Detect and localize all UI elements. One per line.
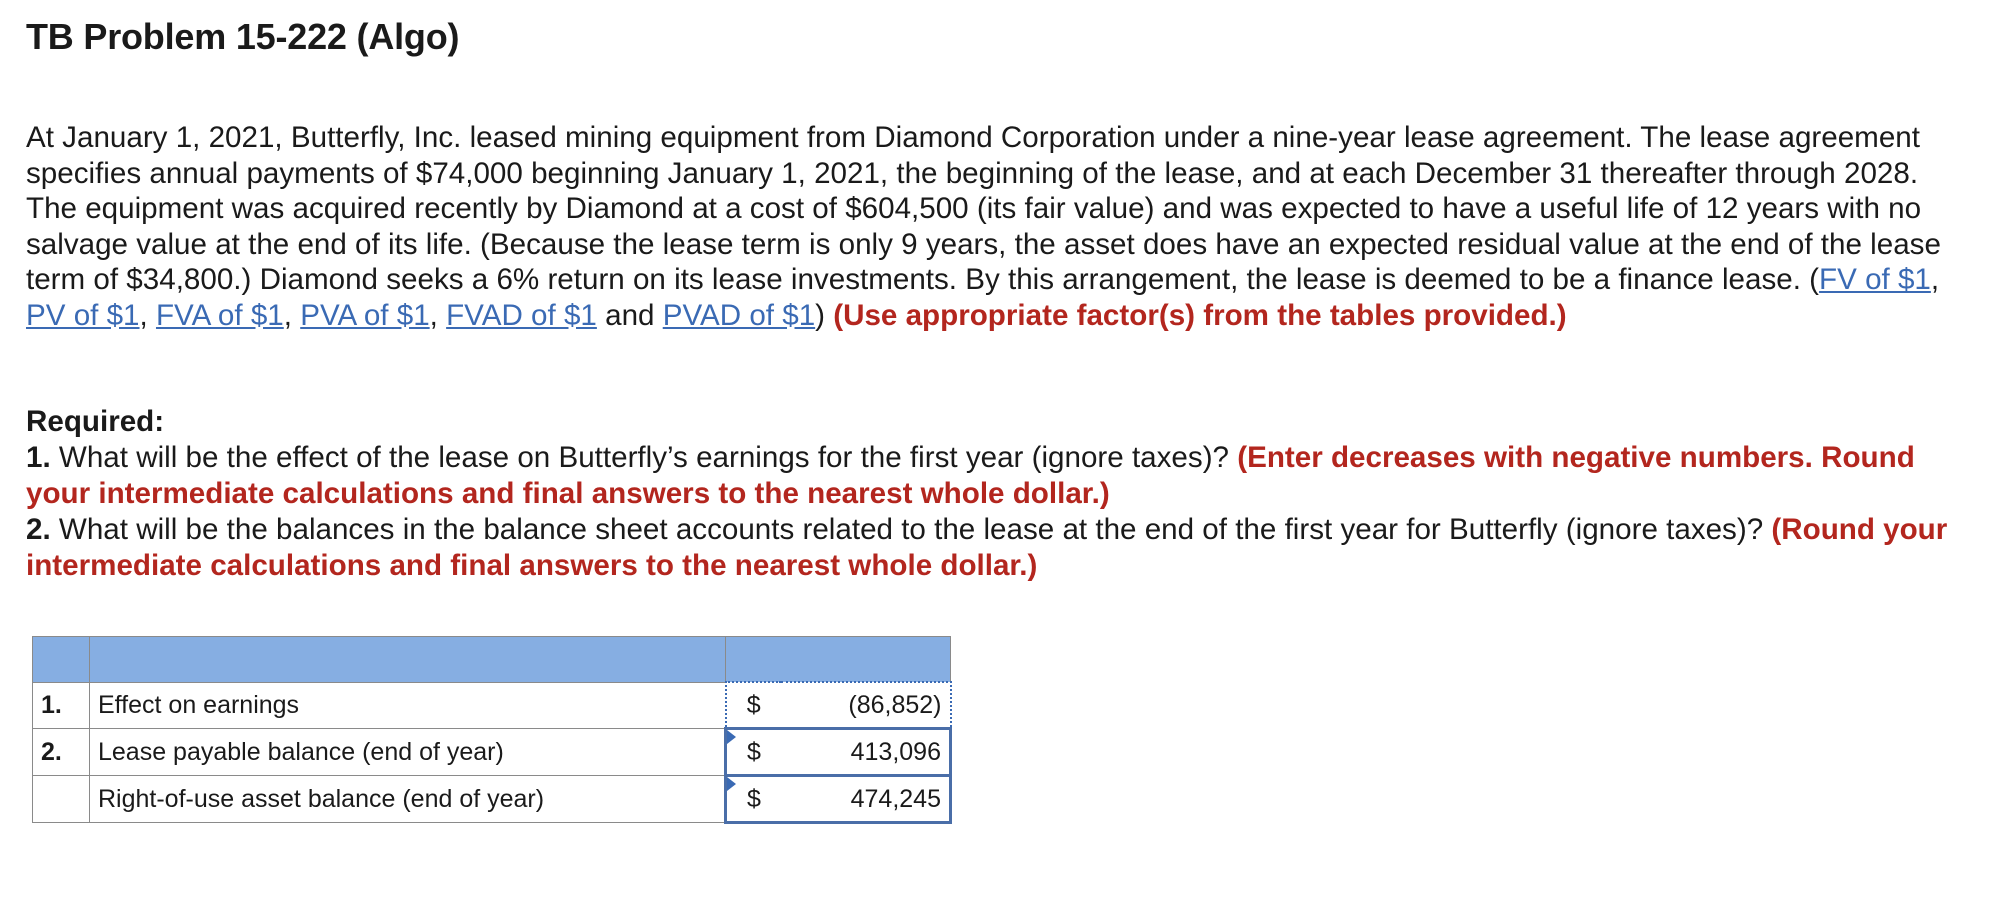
link-pva-of-1[interactable]: PVA of $1	[300, 298, 430, 332]
question-1-instruction: (Enter decreases with negative numbers. Round your intermediate calculations and final answers to the nearest whole dollar.)	[26, 441, 1915, 510]
question-2-instruction: (Round your intermediate calculations and final answers to the nearest whole dollar.)	[26, 513, 1948, 582]
table-row	[33, 776, 951, 823]
problem-title: TB Problem 15-222 (Algo)	[26, 16, 460, 57]
link-pvad-of-1[interactable]: PVAD of $1	[662, 298, 816, 332]
problem-statement: At January 1, 2021, Butterfly, Inc. leased mining equipment from Diamond Corporation under a nine-year lease agreement. The lease agreement specifies annual payments of $74,000 beginning January 1, 2021, the beginning of the lease, and at each December 31 thereafter through 2028. The equipment was acquired recently by Diamond at a cost of $604,500 (its fair value) and was expected to have a useful life of 12 years with no salvage value at the end of its life. (Because the lease term is only 9 years, the asset does have an expected residual value at the end of the lease term of $34,800.) Diamond seeks a 6% return on its lease investments. By this arrangement, the lease is deemed to be a finance lease. (FV of $1, PV of $1, FVA of $1, PVA of $1, FVAD of $1 and PVAD of $1) (Use appropriate factor(s) from the tables provided.)	[26, 121, 1941, 332]
required-section	[26, 404, 1976, 584]
right-of-use-asset-input[interactable]: 474,245	[781, 776, 951, 823]
effect-on-earnings-input[interactable]: (86,852)	[781, 682, 951, 729]
table-header-row	[33, 637, 951, 683]
link-pv-of-1[interactable]: PV of $1	[26, 298, 140, 332]
currency-symbol: $	[726, 729, 782, 776]
link-fva-of-1[interactable]: FVA of $1	[155, 298, 284, 332]
problem-text: At January 1, 2021, Butterfly, Inc. leased mining equipment from Diamond Corporation under a nine-year lease agreement. The lease agreement specifies annual payments of $74,000 beginning January 1, 2021, the beginning of the lease, and at each December 31 thereafter through 2028. The equipment was acquired recently by Diamond at a cost of $604,500 (its fair value) and was expected to have a useful life of 12 years with no salvage value at the end of its life. (Because the lease term is only 9 years, the asset does have an expected residual value at the end of the lease term of $34,800.) Diamond seeks a 6% return on its lease investments. By this arrangement, the lease is deemed to be a finance lease. (	[26, 121, 1941, 296]
currency-symbol: $	[726, 776, 782, 823]
link-fvad-of-1[interactable]: FVAD of $1	[446, 298, 597, 332]
answer-table	[32, 636, 952, 824]
answer-flag-icon	[727, 777, 736, 791]
question-2-text: What will be the balances in the balance sheet accounts related to the lease at the end of the first year for Butterfly (ignore taxes)?	[50, 513, 1772, 546]
table-row	[33, 682, 951, 729]
factor-instruction: (Use appropriate factor(s) from the tables provided.)	[825, 298, 1567, 332]
lease-payable-input[interactable]: 413,096	[781, 729, 951, 776]
row-label: Right-of-use asset balance (end of year)	[90, 776, 726, 823]
link-fv-of-1[interactable]: FV of $1	[1819, 263, 1931, 296]
question-2-number: 2.	[26, 513, 51, 546]
required-heading: Required:	[26, 405, 165, 438]
answer-flag-icon	[727, 730, 736, 744]
question-1-number: 1.	[26, 441, 51, 474]
question-1-text: What will be the effect of the lease on Butterfly’s earnings for the first year (ignore taxes)?	[50, 441, 1238, 474]
row-number: 2.	[33, 729, 90, 776]
table-row	[33, 729, 951, 776]
row-number: 1.	[33, 682, 90, 729]
row-number	[33, 776, 90, 823]
row-label: Lease payable balance (end of year)	[90, 729, 726, 776]
currency-symbol: $	[726, 682, 782, 729]
row-label: Effect on earnings	[90, 682, 726, 729]
